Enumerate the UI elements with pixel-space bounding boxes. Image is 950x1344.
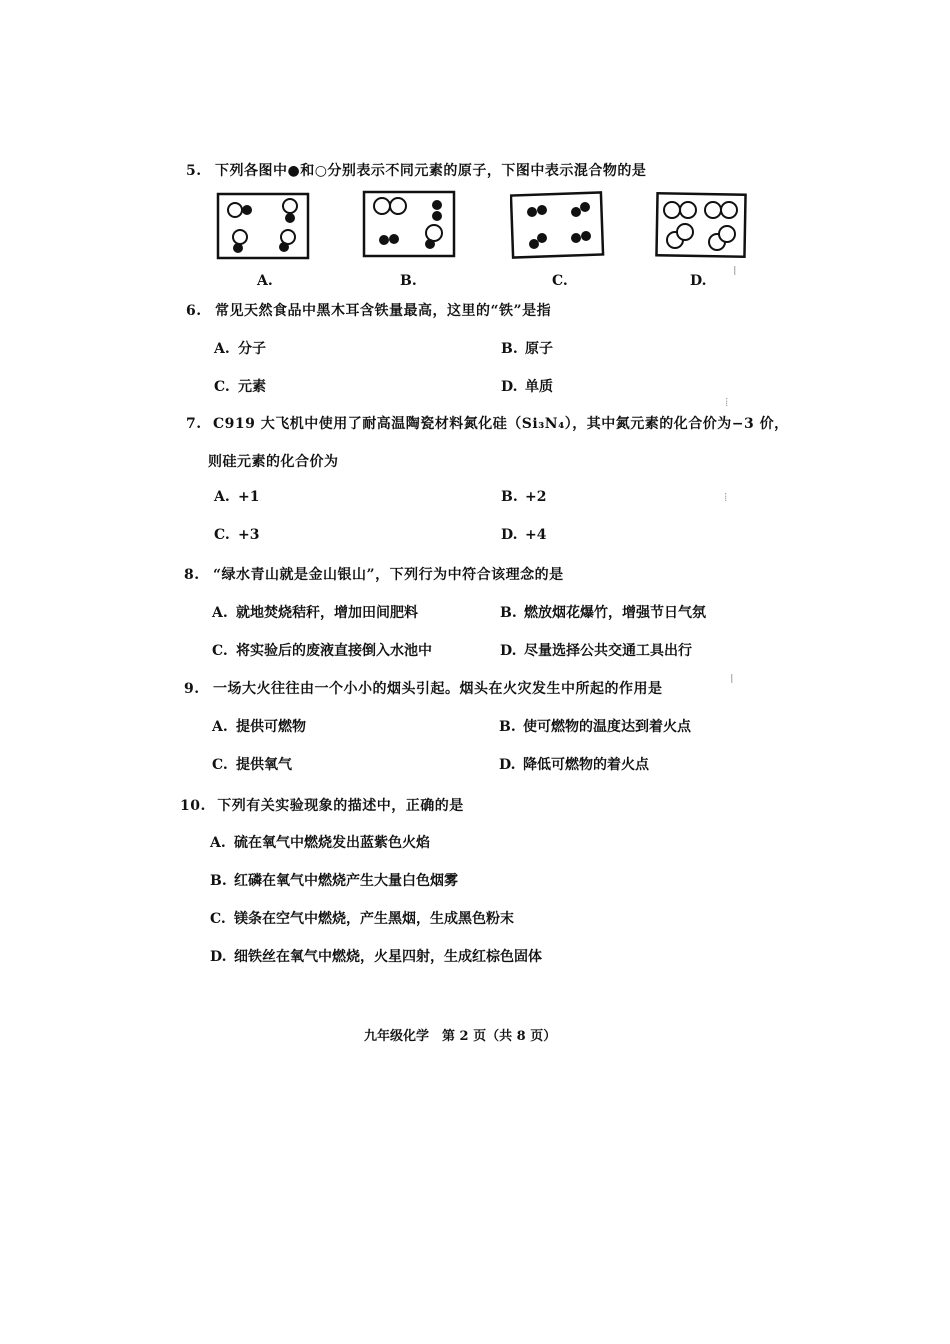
question-7-line2: 则硅元素的化合价为 bbox=[208, 454, 339, 470]
molecule bbox=[233, 230, 247, 253]
option-text: 硫在氧气中燃烧发出蓝紫色火焰 bbox=[234, 835, 430, 851]
option-text: 燃放烟花爆竹，增强节日气氛 bbox=[524, 605, 706, 621]
molecule bbox=[709, 226, 735, 250]
option-text: +4 bbox=[525, 527, 547, 543]
option-text: 提供氧气 bbox=[236, 757, 292, 773]
scan-mark: ⁞ bbox=[725, 395, 729, 409]
diagram-b bbox=[362, 190, 456, 258]
question-6 bbox=[186, 300, 551, 320]
question-number: 9. bbox=[184, 681, 200, 697]
option-text: +2 bbox=[525, 489, 547, 505]
molecule bbox=[664, 202, 696, 218]
option-text: 细铁丝在氧气中燃烧，火星四射，生成红棕色固体 bbox=[234, 949, 542, 965]
diagram-label-c: C. bbox=[552, 273, 568, 289]
molecule bbox=[705, 202, 737, 218]
option-text: 将实验后的废液直接倒入水池中 bbox=[236, 643, 432, 659]
question-number: 8. bbox=[184, 567, 200, 583]
molecule bbox=[283, 199, 297, 223]
molecule bbox=[527, 205, 547, 217]
page-footer: 九年级化学 第 2 页（共 8 页） bbox=[364, 1029, 557, 1044]
question-stem: 下列各图中●和○分别表示不同元素的原子，下图中表示混合物的是 bbox=[215, 163, 647, 179]
question-stem: “绿水青山就是金山银山”，下列行为中符合该理念的是 bbox=[213, 567, 564, 583]
option-6b[interactable] bbox=[501, 338, 553, 358]
option-key: B. bbox=[499, 719, 516, 735]
option-key: D. bbox=[501, 379, 518, 395]
option-7c[interactable] bbox=[214, 527, 259, 543]
option-text: 单质 bbox=[525, 379, 553, 395]
question-9 bbox=[184, 678, 663, 698]
diagram-label-d: D. bbox=[690, 273, 707, 289]
option-9a[interactable] bbox=[212, 716, 306, 736]
option-6d[interactable] bbox=[501, 376, 553, 396]
option-key: A. bbox=[214, 341, 230, 357]
option-10d[interactable] bbox=[210, 946, 542, 966]
option-text: +1 bbox=[238, 489, 260, 505]
diagram-d bbox=[655, 190, 749, 260]
option-key: A. bbox=[214, 489, 230, 505]
option-key: D. bbox=[500, 643, 517, 659]
option-text: 元素 bbox=[238, 379, 266, 395]
option-key: D. bbox=[210, 949, 227, 965]
option-10c[interactable] bbox=[210, 908, 514, 928]
option-8d[interactable] bbox=[500, 640, 692, 660]
option-key: C. bbox=[212, 757, 228, 773]
molecule bbox=[571, 231, 591, 243]
option-text: +3 bbox=[238, 527, 260, 543]
option-6a[interactable] bbox=[214, 338, 266, 358]
option-10a[interactable] bbox=[210, 832, 430, 852]
question-number: 10. bbox=[180, 798, 206, 814]
question-number: 6. bbox=[186, 303, 202, 319]
molecule bbox=[432, 200, 442, 221]
option-9d[interactable] bbox=[499, 754, 649, 774]
molecule bbox=[425, 225, 442, 249]
option-text: 使可燃物的温度达到着火点 bbox=[523, 719, 691, 735]
question-8 bbox=[184, 564, 564, 584]
molecule bbox=[571, 202, 590, 217]
option-7b[interactable] bbox=[501, 489, 546, 505]
diagram-c bbox=[510, 190, 606, 260]
diagram-label-a: A. bbox=[257, 273, 273, 289]
question-5 bbox=[186, 160, 646, 180]
question-number: 7. bbox=[186, 416, 202, 432]
option-8c[interactable] bbox=[212, 640, 432, 660]
option-text: 就地焚烧秸秆，增加田间肥料 bbox=[236, 605, 418, 621]
option-key: A. bbox=[212, 719, 228, 735]
option-text: 镁条在空气中燃烧，产生黑烟，生成黑色粉末 bbox=[234, 911, 514, 927]
option-7d[interactable] bbox=[501, 527, 546, 543]
question-stem: 常见天然食品中黑木耳含铁量最高，这里的“铁”是指 bbox=[215, 303, 552, 319]
option-9c[interactable] bbox=[212, 754, 292, 774]
option-key: C. bbox=[210, 911, 226, 927]
option-text: 分子 bbox=[238, 341, 266, 357]
question-10 bbox=[180, 795, 464, 815]
option-text: 降低可燃物的着火点 bbox=[523, 757, 649, 773]
option-key: A. bbox=[212, 605, 228, 621]
option-7a[interactable] bbox=[214, 489, 259, 505]
molecule bbox=[529, 233, 547, 249]
option-key: B. bbox=[210, 873, 227, 889]
molecule bbox=[667, 224, 693, 248]
option-key: D. bbox=[501, 527, 518, 543]
option-9b[interactable] bbox=[499, 716, 691, 736]
option-key: C. bbox=[212, 643, 228, 659]
question-number: 5. bbox=[186, 163, 202, 179]
scan-mark: ⁞ bbox=[724, 490, 728, 504]
question-stem: 一场大火往往由一个小小的烟头引起。烟头在火灾发生中所起的作用是 bbox=[213, 681, 663, 697]
scan-mark: ǀ bbox=[730, 672, 734, 686]
option-6c[interactable] bbox=[214, 376, 266, 396]
option-key: B. bbox=[500, 605, 517, 621]
option-key: A. bbox=[210, 835, 226, 851]
option-8a[interactable] bbox=[212, 602, 418, 622]
question-stem-line1: C919 大飞机中使用了耐高温陶瓷材料氮化硅（Si₃N₄），其中氮元素的化合价为−3 价， bbox=[213, 416, 789, 432]
option-key: B. bbox=[501, 489, 518, 505]
option-10b[interactable] bbox=[210, 870, 458, 890]
option-key: B. bbox=[501, 341, 518, 357]
scan-mark: ǀ bbox=[733, 264, 737, 278]
option-8b[interactable] bbox=[500, 602, 706, 622]
option-key: C. bbox=[214, 527, 230, 543]
option-key: D. bbox=[499, 757, 516, 773]
molecule bbox=[228, 203, 252, 217]
option-text: 原子 bbox=[525, 341, 553, 357]
molecule bbox=[279, 230, 295, 252]
molecule bbox=[374, 198, 406, 214]
option-text: 提供可燃物 bbox=[236, 719, 306, 735]
question-stem: 下列有关实验现象的描述中，正确的是 bbox=[217, 798, 464, 814]
question-7 bbox=[186, 413, 789, 433]
option-key: C. bbox=[214, 379, 230, 395]
diagram-a bbox=[216, 192, 310, 260]
molecule bbox=[379, 234, 399, 245]
option-text: 红磷在氧气中燃烧产生大量白色烟雾 bbox=[234, 873, 458, 889]
diagram-label-b: B. bbox=[400, 273, 417, 289]
option-text: 尽量选择公共交通工具出行 bbox=[524, 643, 692, 659]
